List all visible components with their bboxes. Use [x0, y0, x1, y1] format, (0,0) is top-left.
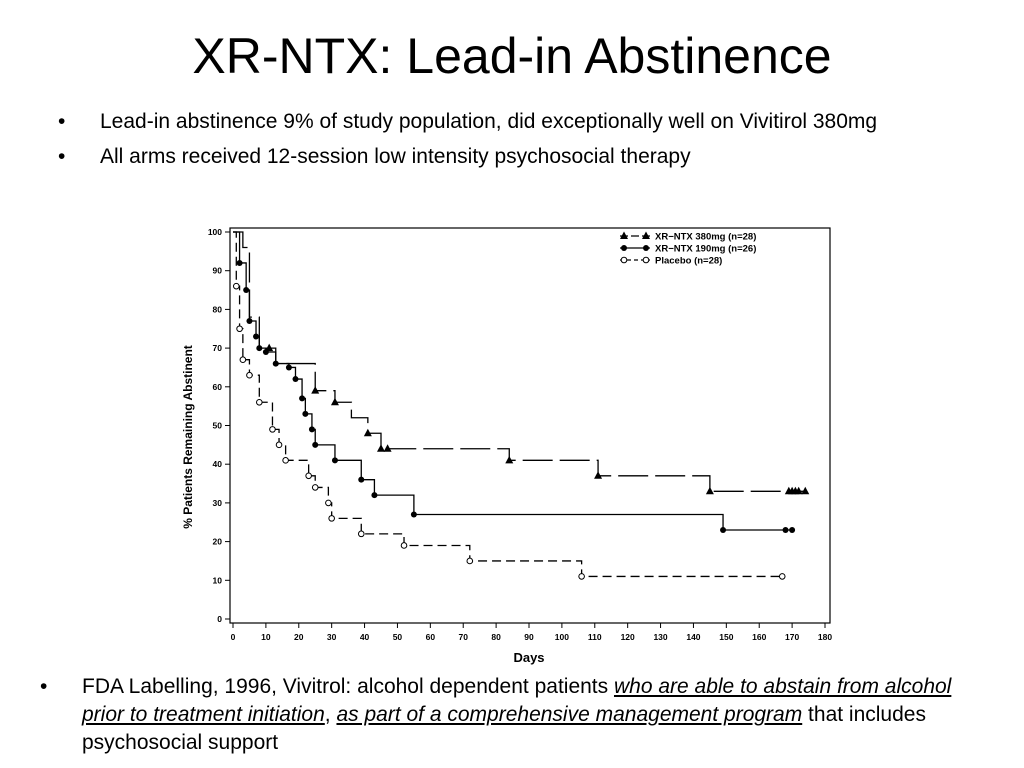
y-tick-label: 10	[212, 575, 222, 586]
plot-frame	[230, 228, 830, 623]
x-tick-label: 20	[294, 632, 304, 642]
fda-tail-text: that includes psychosocial support	[82, 703, 926, 754]
series-marker	[283, 458, 289, 464]
x-tick-label: 90	[524, 632, 534, 642]
legend-marker	[643, 257, 649, 263]
bottom-bullet-list	[82, 673, 982, 757]
series-marker	[263, 349, 269, 355]
x-tick-label: 10	[261, 632, 271, 642]
series-marker	[358, 531, 364, 537]
series-marker	[801, 487, 809, 495]
top-bullet-list	[100, 109, 920, 179]
axes	[208, 227, 833, 642]
series-marker	[720, 527, 726, 533]
x-tick-label: 160	[752, 632, 767, 642]
y-tick-label: 80	[212, 304, 222, 315]
x-tick-label: 30	[326, 632, 337, 642]
series-marker	[240, 357, 246, 363]
y-tick-label: 90	[212, 265, 222, 276]
legend-marker	[621, 245, 627, 251]
series-marker	[384, 444, 392, 452]
y-tick-label: 60	[212, 381, 222, 392]
series-marker	[706, 487, 714, 495]
series-marker	[505, 456, 513, 464]
x-tick-label: 100	[554, 632, 569, 642]
y-axis-label: % Patients Remaining Abstinent	[181, 345, 195, 529]
series-marker	[377, 444, 385, 452]
series-marker	[331, 398, 339, 406]
series-line	[233, 232, 805, 491]
series-marker	[306, 473, 312, 479]
series-marker	[247, 372, 253, 378]
bullet-lead-in-abstinence: • Lead-in abstinence 9% of study population, did exceptionally well on Vivitirol 380mg	[100, 109, 920, 135]
series-marker	[332, 457, 338, 463]
plot-border	[230, 228, 830, 623]
x-axis-label: Days	[513, 650, 545, 665]
x-tick-label: 70	[458, 632, 468, 642]
y-tick-label: 50	[212, 420, 222, 431]
x-tick-label: 150	[719, 632, 734, 642]
legend-marker	[643, 245, 649, 251]
series-marker	[302, 411, 308, 417]
series-marker	[246, 318, 252, 324]
series-marker	[276, 442, 282, 448]
survival-chart	[175, 218, 840, 670]
series-marker	[401, 543, 407, 549]
bullet-psychosocial-therapy: • All arms received 12-session low intensity psychosocial therapy	[100, 144, 920, 170]
x-tick-label: 120	[620, 632, 635, 642]
legend-marker	[620, 232, 628, 240]
y-tick-label: 0	[217, 614, 222, 624]
series-marker	[358, 477, 364, 483]
y-tick-label: 20	[212, 536, 222, 547]
x-tick-label: 130	[653, 632, 668, 642]
series-marker	[467, 558, 473, 564]
x-tick-label: 50	[392, 632, 403, 642]
legend-marker	[642, 232, 650, 240]
x-tick-label: 140	[686, 632, 701, 642]
series-marker	[783, 527, 789, 533]
x-tick-label: 80	[491, 632, 501, 642]
series-marker	[237, 260, 243, 266]
series-marker	[253, 333, 259, 339]
series-marker	[579, 574, 585, 580]
series-marker	[256, 345, 262, 351]
x-tick-label: 180	[817, 632, 833, 642]
series-marker	[292, 376, 298, 382]
x-tick-label: 0	[230, 632, 236, 642]
series-3	[233, 232, 785, 579]
series-marker	[270, 427, 276, 433]
series-marker	[326, 500, 332, 506]
legend	[620, 232, 756, 267]
y-tick-label: 40	[212, 459, 222, 470]
series-1	[233, 232, 809, 494]
y-tick-label: 70	[212, 343, 222, 354]
bullet-fda-labelling	[82, 673, 982, 757]
series-marker	[273, 361, 279, 367]
series-marker	[237, 326, 243, 332]
series-marker	[233, 283, 239, 289]
series-marker	[789, 527, 795, 533]
slide-title: XR-NTX: Lead-in Abstinence	[192, 28, 832, 84]
x-tick-label: 110	[587, 632, 602, 642]
fda-emphasis-program: as part of a comprehensive management program	[336, 703, 803, 726]
series-marker	[779, 574, 785, 580]
series-marker	[329, 516, 335, 522]
x-tick-label: 170	[785, 632, 800, 642]
series-marker	[371, 492, 377, 498]
series-marker	[299, 395, 305, 401]
series-marker	[312, 442, 318, 448]
fda-lead-text: FDA Labelling, 1996, Vivitrol: alcohol dependent patients	[82, 675, 614, 698]
series-marker	[411, 512, 417, 518]
series-group	[233, 232, 809, 579]
series-marker	[243, 287, 249, 293]
series-marker	[311, 386, 319, 394]
series-marker	[594, 471, 602, 479]
series-marker	[364, 429, 372, 437]
x-tick-label: 40	[359, 632, 370, 642]
series-marker	[309, 426, 315, 432]
x-tick-label: 60	[425, 632, 436, 642]
legend-label: Placebo (n=28)	[655, 255, 723, 267]
y-tick-label: 100	[207, 227, 222, 237]
fda-emphasis-abstain: who are able to abstain from alcohol prior to treatment initiation	[82, 675, 952, 726]
series-marker	[286, 364, 292, 370]
legend-label: XR−NTX 190mg (n=26)	[655, 243, 757, 255]
legend-label: XR−NTX 380mg (n=28)	[655, 231, 757, 243]
y-tick-label: 30	[212, 497, 222, 508]
legend-marker	[621, 257, 627, 263]
series-marker	[257, 399, 263, 405]
fda-separator: ,	[324, 703, 337, 726]
series-marker	[312, 485, 318, 491]
series-line	[233, 232, 782, 576]
